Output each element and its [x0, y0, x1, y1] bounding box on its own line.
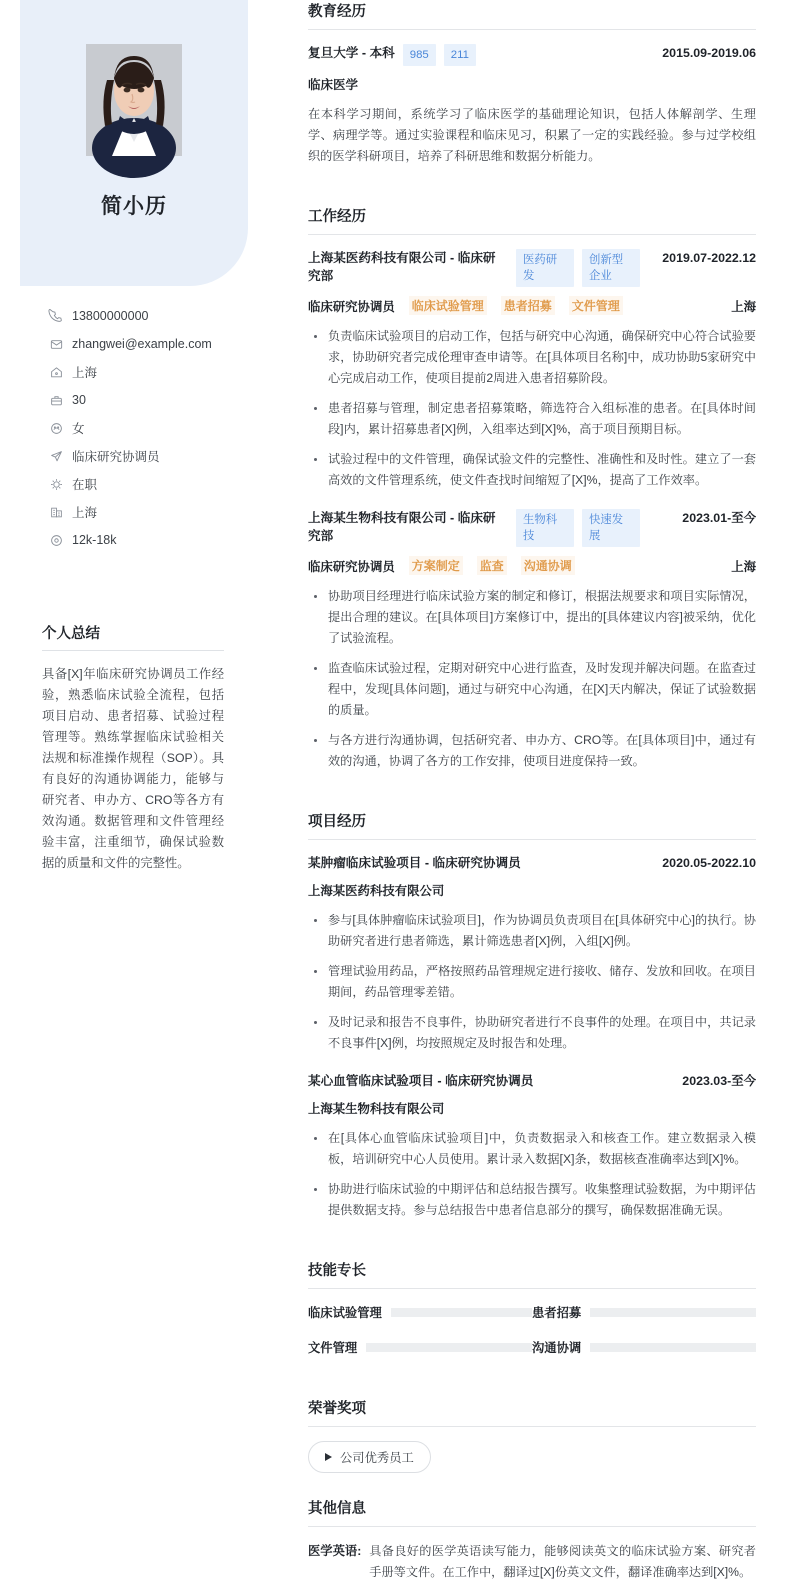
contact-item-phone [50, 302, 260, 330]
education-heading: 教育经历 [308, 0, 756, 30]
bullet-item: 管理试验用药品，严格按照药品管理规定进行接收、储存、发放和回收。在项目期间，药品管理零差错。 [308, 961, 756, 1003]
project-bullets [308, 910, 756, 1054]
company-name: 上海某医药科技有限公司 - 临床研究部 [308, 251, 496, 283]
honor-badge[interactable] [308, 1441, 431, 1473]
honors-section [308, 1397, 756, 1473]
skill-item [532, 1303, 756, 1321]
play-triangle-icon [325, 1453, 332, 1461]
other-info-item [308, 1541, 756, 1583]
skill-tag: 监查 [477, 556, 507, 575]
contact-item-city [50, 498, 260, 526]
bullet-item: 与各方进行沟通协调，包括研究者、申办方、CRO等。在[具体项目]中，通过有效的沟通，协调了各方的工作安排，使项目进度保持一致。 [308, 730, 756, 772]
skill-name: 临床试验管理 [308, 1306, 382, 1320]
project-company: 上海某医药科技有限公司 [308, 884, 445, 898]
skill-tag: 患者招募 [501, 296, 555, 315]
honors-heading: 荣誉奖项 [308, 1397, 756, 1427]
honors-list [308, 1441, 756, 1473]
work-entry-subleft [308, 556, 575, 575]
education-entry [308, 44, 756, 167]
city-icon [50, 506, 70, 519]
contact-item-salary [50, 526, 260, 554]
avatar [86, 44, 182, 156]
main-column [308, 0, 756, 1587]
project-entry-left [308, 1072, 674, 1090]
work-location: 上海 [731, 299, 756, 314]
skill-tag: 文件管理 [569, 296, 623, 315]
skills-section [308, 1259, 756, 1373]
contact-item-age [50, 386, 260, 414]
sidebar [0, 0, 280, 1450]
skill-tag: 沟通协调 [521, 556, 575, 575]
work-entry-left [308, 509, 674, 547]
work-entry-header [308, 249, 756, 287]
skill-item [308, 1338, 532, 1356]
work-heading: 工作经历 [308, 205, 756, 235]
bullet-item: 及时记录和报告不良事件，协助研究者进行不良事件的处理。在项目中，共记录不良事件[X]例，均按照规定及时报告和处理。 [308, 1012, 756, 1054]
job-title: 临床研究协调员 [308, 559, 395, 574]
summary-section [42, 622, 224, 874]
contact-value: zhangwei@example.com [72, 337, 212, 351]
project-entry-header [308, 1072, 756, 1090]
project-date: 2023.03-至今 [682, 1074, 756, 1088]
contact-item-job-title [50, 442, 260, 470]
job-icon [50, 450, 70, 463]
contact-value: 30 [72, 393, 86, 407]
contact-value: 上海 [72, 366, 98, 380]
gender-icon [50, 422, 70, 435]
skill-tag: 临床试验管理 [409, 296, 487, 315]
contact-list [50, 302, 260, 554]
work-entry-subheader [308, 556, 756, 575]
bullet-item: 监查临床试验过程，定期对研究中心进行监查，及时发现并解决问题。在监查过程中，发现[具体问题]，通过与研究中心沟通，在[X]天内解决，保证了试验数据的质量。 [308, 658, 756, 721]
bullet-item: 在[具体心血管临床试验项目]中，负责数据录入和核查工作。建立数据录入模板，培训研究中心人员使用。累计录入数据[X]条，数据核查准确率达到[X]%。 [308, 1128, 756, 1170]
company-name: 上海某生物科技有限公司 - 临床研究部 [308, 511, 496, 543]
company-tag: 医药研发 [516, 249, 574, 287]
work-entry [308, 249, 756, 491]
work-bullets [308, 326, 756, 491]
summary-heading: 个人总结 [42, 622, 224, 651]
status-icon [50, 478, 70, 491]
company-tag: 生物科技 [516, 509, 574, 547]
skills-heading: 技能专长 [308, 1259, 756, 1289]
work-entry-subheader [308, 296, 756, 315]
company-tag: 快速发展 [582, 509, 640, 547]
skill-item [308, 1303, 532, 1321]
work-entry [308, 509, 756, 772]
job-title: 临床研究协调员 [308, 299, 395, 314]
education-date: 2015.09-2019.06 [662, 46, 756, 60]
education-section [308, 0, 756, 167]
project-company: 上海某生物科技有限公司 [308, 1102, 445, 1116]
work-date: 2023.01-至今 [682, 511, 756, 525]
summary-body: 具备[X]年临床研究协调员工作经验，熟悉临床试验全流程，包括项目启动、患者招募、试验过程管理等。熟练掌握临床试验相关法规和标准操作规程（SOP）。具有良好的沟通协调能力，能够与研究者、申办方、CRO等各方有效沟通。数据管理和文件管理经验丰富，注重细节，确保试验数据的质量和文件的完整性。 [42, 667, 224, 870]
projects-section [308, 810, 756, 1221]
project-entry-left [308, 854, 654, 872]
skill-item [532, 1338, 756, 1356]
other-info-label: 医学英语: [308, 1544, 362, 1558]
company-tag: 创新型企业 [582, 249, 640, 287]
project-date: 2020.05-2022.10 [662, 856, 756, 870]
page-title: 简小历 [101, 195, 167, 218]
salary-icon [50, 534, 70, 547]
work-entry-header [308, 509, 756, 547]
project-entry [308, 854, 756, 1054]
contact-item-gender [50, 414, 260, 442]
skill-bar-track [590, 1343, 756, 1352]
skills-list [308, 1303, 756, 1373]
other-info-section [308, 1497, 756, 1583]
other-info-value: 具备良好的医学英语读写能力，能够阅读英文的临床试验方案、研究者手册等文件。在工作中，翻译过[X]份英文文件，翻译准确率达到[X]%。 [369, 1544, 756, 1579]
skill-name: 患者招募 [532, 1306, 582, 1320]
project-bullets [308, 1128, 756, 1221]
contact-value: 女 [72, 422, 85, 436]
education-description: 在本科学习期间，系统学习了临床医学的基础理论知识，包括人体解剖学、生理学、病理学等。通过实验课程和临床见习，积累了一定的实践经验。参与过学校组织的医学科研项目，培养了科研思维和数据分析能力。 [308, 107, 756, 163]
school-tag: 211 [444, 44, 476, 66]
bullet-item: 协助进行临床试验的中期评估和总结报告撰写。收集整理试验数据，为中期评估提供数据支持。参与总结报告中患者信息部分的撰写，确保数据准确无误。 [308, 1179, 756, 1221]
work-entry-subleft [308, 296, 623, 315]
skill-bar-track [590, 1308, 756, 1317]
bullet-item: 参与[具体肿瘤临床试验项目]，作为协调员负责项目在[具体研究中心]的执行。协助研究者进行患者筛选，累计筛选患者[X]例，入组[X]例。 [308, 910, 756, 952]
age-icon [50, 394, 70, 407]
bullet-item: 负责临床试验项目的启动工作，包括与研究中心沟通，确保研究中心符合试验要求，协助研究者完成伦理审查申请等。在[具体项目名称]中，成功协助5家研究中心完成启动工作，使项目提前2周进入患者招募阶段。 [308, 326, 756, 389]
work-section [308, 205, 756, 772]
skill-name: 文件管理 [308, 1341, 358, 1355]
project-entry-header [308, 854, 756, 872]
education-entry-header [308, 44, 756, 66]
mail-icon [50, 338, 70, 351]
contact-item-home [50, 358, 260, 386]
education-entry-left [308, 44, 654, 66]
honor-label: 公司优秀员工 [340, 1451, 414, 1465]
contact-item-email [50, 330, 260, 358]
project-name: 某肿瘤临床试验项目 - 临床研究协调员 [308, 856, 521, 870]
bullet-item: 协助项目经理进行临床试验方案的制定和修订，根据法规要求和项目实际情况，提出合理的建议。在[具体项目]方案修订中，提出的[具体建议内容]被采纳，优化了试验流程。 [308, 586, 756, 649]
project-name: 某心血管临床试验项目 - 临床研究协调员 [308, 1074, 534, 1088]
skill-name: 沟通协调 [532, 1341, 582, 1355]
project-entry [308, 1072, 756, 1221]
projects-heading: 项目经历 [308, 810, 756, 840]
contact-item-status [50, 470, 260, 498]
skill-bar-track [391, 1308, 532, 1317]
school-name: 复旦大学 - 本科 [308, 46, 395, 60]
bullet-item: 患者招募与管理，制定患者招募策略，筛选符合入组标准的患者。在[具体时间段]内，累计招募患者[X]例，入组率达到[X]%，高于项目预期目标。 [308, 398, 756, 440]
skill-bar-track [366, 1343, 532, 1352]
work-location: 上海 [731, 559, 756, 574]
education-major: 临床医学 [308, 78, 359, 92]
school-tag: 985 [403, 44, 436, 66]
portrait-photo-icon [86, 44, 182, 156]
home-icon [50, 366, 70, 379]
contact-value: 上海 [72, 506, 98, 520]
contact-value: 13800000000 [72, 309, 149, 323]
work-date: 2019.07-2022.12 [662, 251, 756, 265]
work-entry-left [308, 249, 654, 287]
other-info-heading: 其他信息 [308, 1497, 756, 1527]
contact-value: 临床研究协调员 [72, 450, 160, 464]
bullet-item: 试验过程中的文件管理，确保试验文件的完整性、准确性和及时性。建立了一套高效的文件管理系统，使文件查找时间缩短了[X]%，提高了工作效率。 [308, 449, 756, 491]
skill-tag: 方案制定 [409, 556, 463, 575]
contact-value: 12k-18k [72, 533, 117, 547]
work-bullets [308, 586, 756, 772]
contact-value: 在职 [72, 478, 98, 492]
phone-icon [50, 310, 70, 323]
